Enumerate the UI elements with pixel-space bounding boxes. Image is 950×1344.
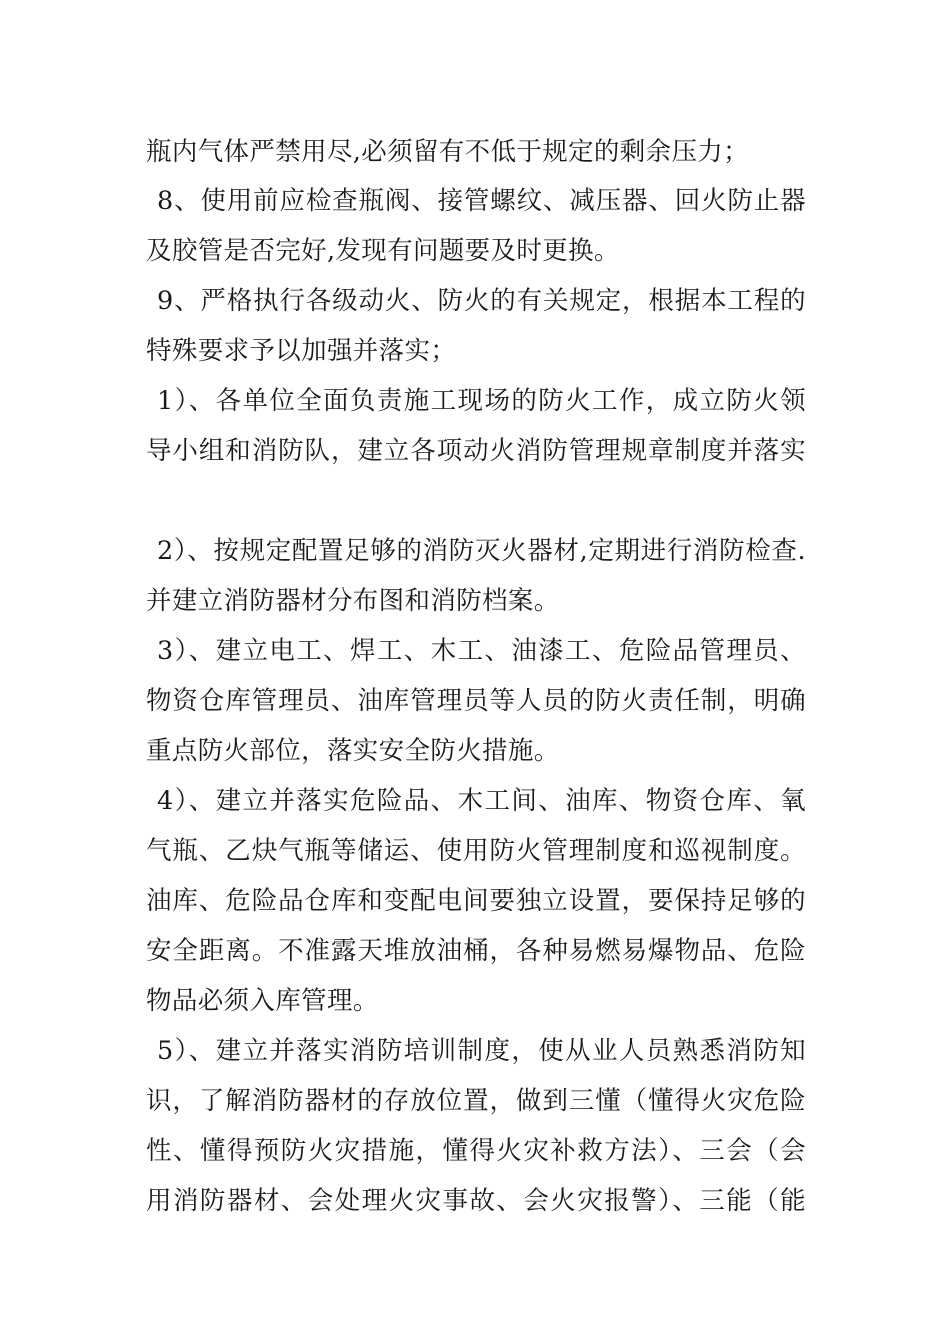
text-line: 9、严格执行各级动火、防火的有关规定，根据本工程的 xyxy=(157,286,806,316)
text-line: 4）、建立并落实危险品、木工间、油库、物资仓库、氧 xyxy=(157,786,806,816)
text-line: 1）、各单位全面负责施工现场的防火工作，成立防火领 xyxy=(157,386,806,416)
text-line: 性、懂得预防火灾措施，懂得火灾补救方法）、三会（会 xyxy=(146,1136,806,1166)
text-line: 瓶内气体严禁用尽,必须留有不低于规定的剩余压力； xyxy=(146,137,750,167)
text-line: 油库、危险品仓库和变配电间要独立设置，要保持足够的 xyxy=(146,886,806,916)
text-line: 导小组和消防队，建立各项动火消防管理规章制度并落实 xyxy=(146,436,806,466)
text-line: 识，了解消防器材的存放位置，做到三懂（懂得火灾危险 xyxy=(146,1086,806,1116)
text-line: 3）、建立电工、焊工、木工、油漆工、危险品管理员、 xyxy=(157,636,806,666)
text-line: 及胶管是否完好,发现有问题要及时更换。 xyxy=(146,236,620,266)
text-line: 5）、建立并落实消防培训制度，使从业人员熟悉消防知 xyxy=(157,1036,806,1066)
text-line: 重点防火部位，落实安全防火措施。 xyxy=(146,736,560,766)
text-line: 气瓶、乙炔气瓶等储运、使用防火管理制度和巡视制度。 xyxy=(146,836,806,866)
text-line: 8、使用前应检查瓶阀、接管螺纹、减压器、回火防止器 xyxy=(157,186,806,216)
text-line: 安全距离。不准露天堆放油桶，各种易燃易爆物品、危险 xyxy=(146,936,806,966)
text-line: 并建立消防器材分布图和消防档案。 xyxy=(146,586,560,616)
text-line: 物资仓库管理员、油库管理员等人员的防火责任制，明确 xyxy=(146,686,806,716)
text-line: 物品必须入库管理。 xyxy=(146,986,379,1016)
text-line: 用消防器材、会处理火灾事故、会火灾报警）、三能（能 xyxy=(146,1186,806,1216)
text-line: 2）、按规定配置足够的消防灭火器材,定期进行消防检查. xyxy=(157,536,806,566)
text-line: 特殊要求予以加强并落实； xyxy=(146,336,457,366)
